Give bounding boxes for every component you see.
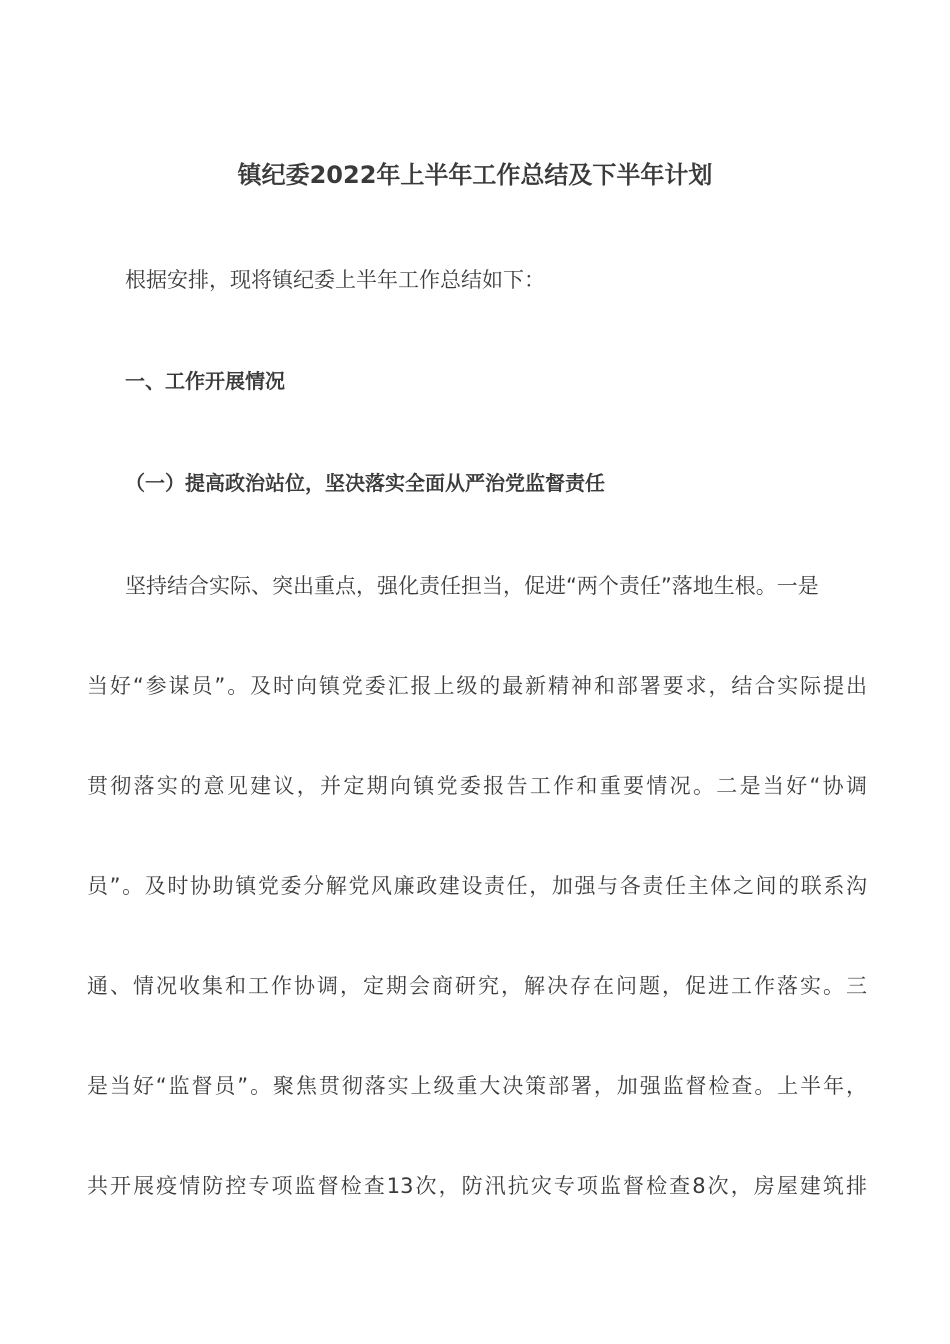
- body-line: 坚持结合实际、突出重点，强化责任担当，促进“两个责任”落地生根。一是: [125, 574, 819, 598]
- body-paragraph: [87, 536, 867, 1236]
- document-title: 镇纪委2022年上半年工作总结及下半年计划: [237, 161, 713, 189]
- section-heading: 一、工作开展情况: [125, 369, 285, 393]
- body-line: 共开展疫情防控专项监督检查13次，防汛抗灾专项监督检查8次，房屋建筑排: [87, 1174, 867, 1198]
- body-line: 员”。及时协助镇党委分解党风廉政建设责任，加强与各责任主体之间的联系沟: [87, 874, 867, 898]
- body-line: 通、情况收集和工作协调，定期会商研究，解决存在问题，促进工作落实。三: [87, 974, 867, 998]
- subsection-heading: （一）提高政治站位，坚决落实全面从严治党监督责任: [125, 471, 605, 495]
- intro-line: 根据安排，现将镇纪委上半年工作总结如下：: [125, 268, 545, 292]
- intro-paragraph: [87, 230, 867, 330]
- body-line: 当好“参谋员”。及时向镇党委汇报上级的最新精神和部署要求，结合实际提出: [87, 674, 867, 698]
- body-line: 是当好“监督员”。聚焦贯彻落实上级重大决策部署，加强监督检查。上半年，: [87, 1074, 867, 1098]
- body-line: 贯彻落实的意见建议，并定期向镇党委报告工作和重要情况。二是当好“协调: [87, 774, 867, 798]
